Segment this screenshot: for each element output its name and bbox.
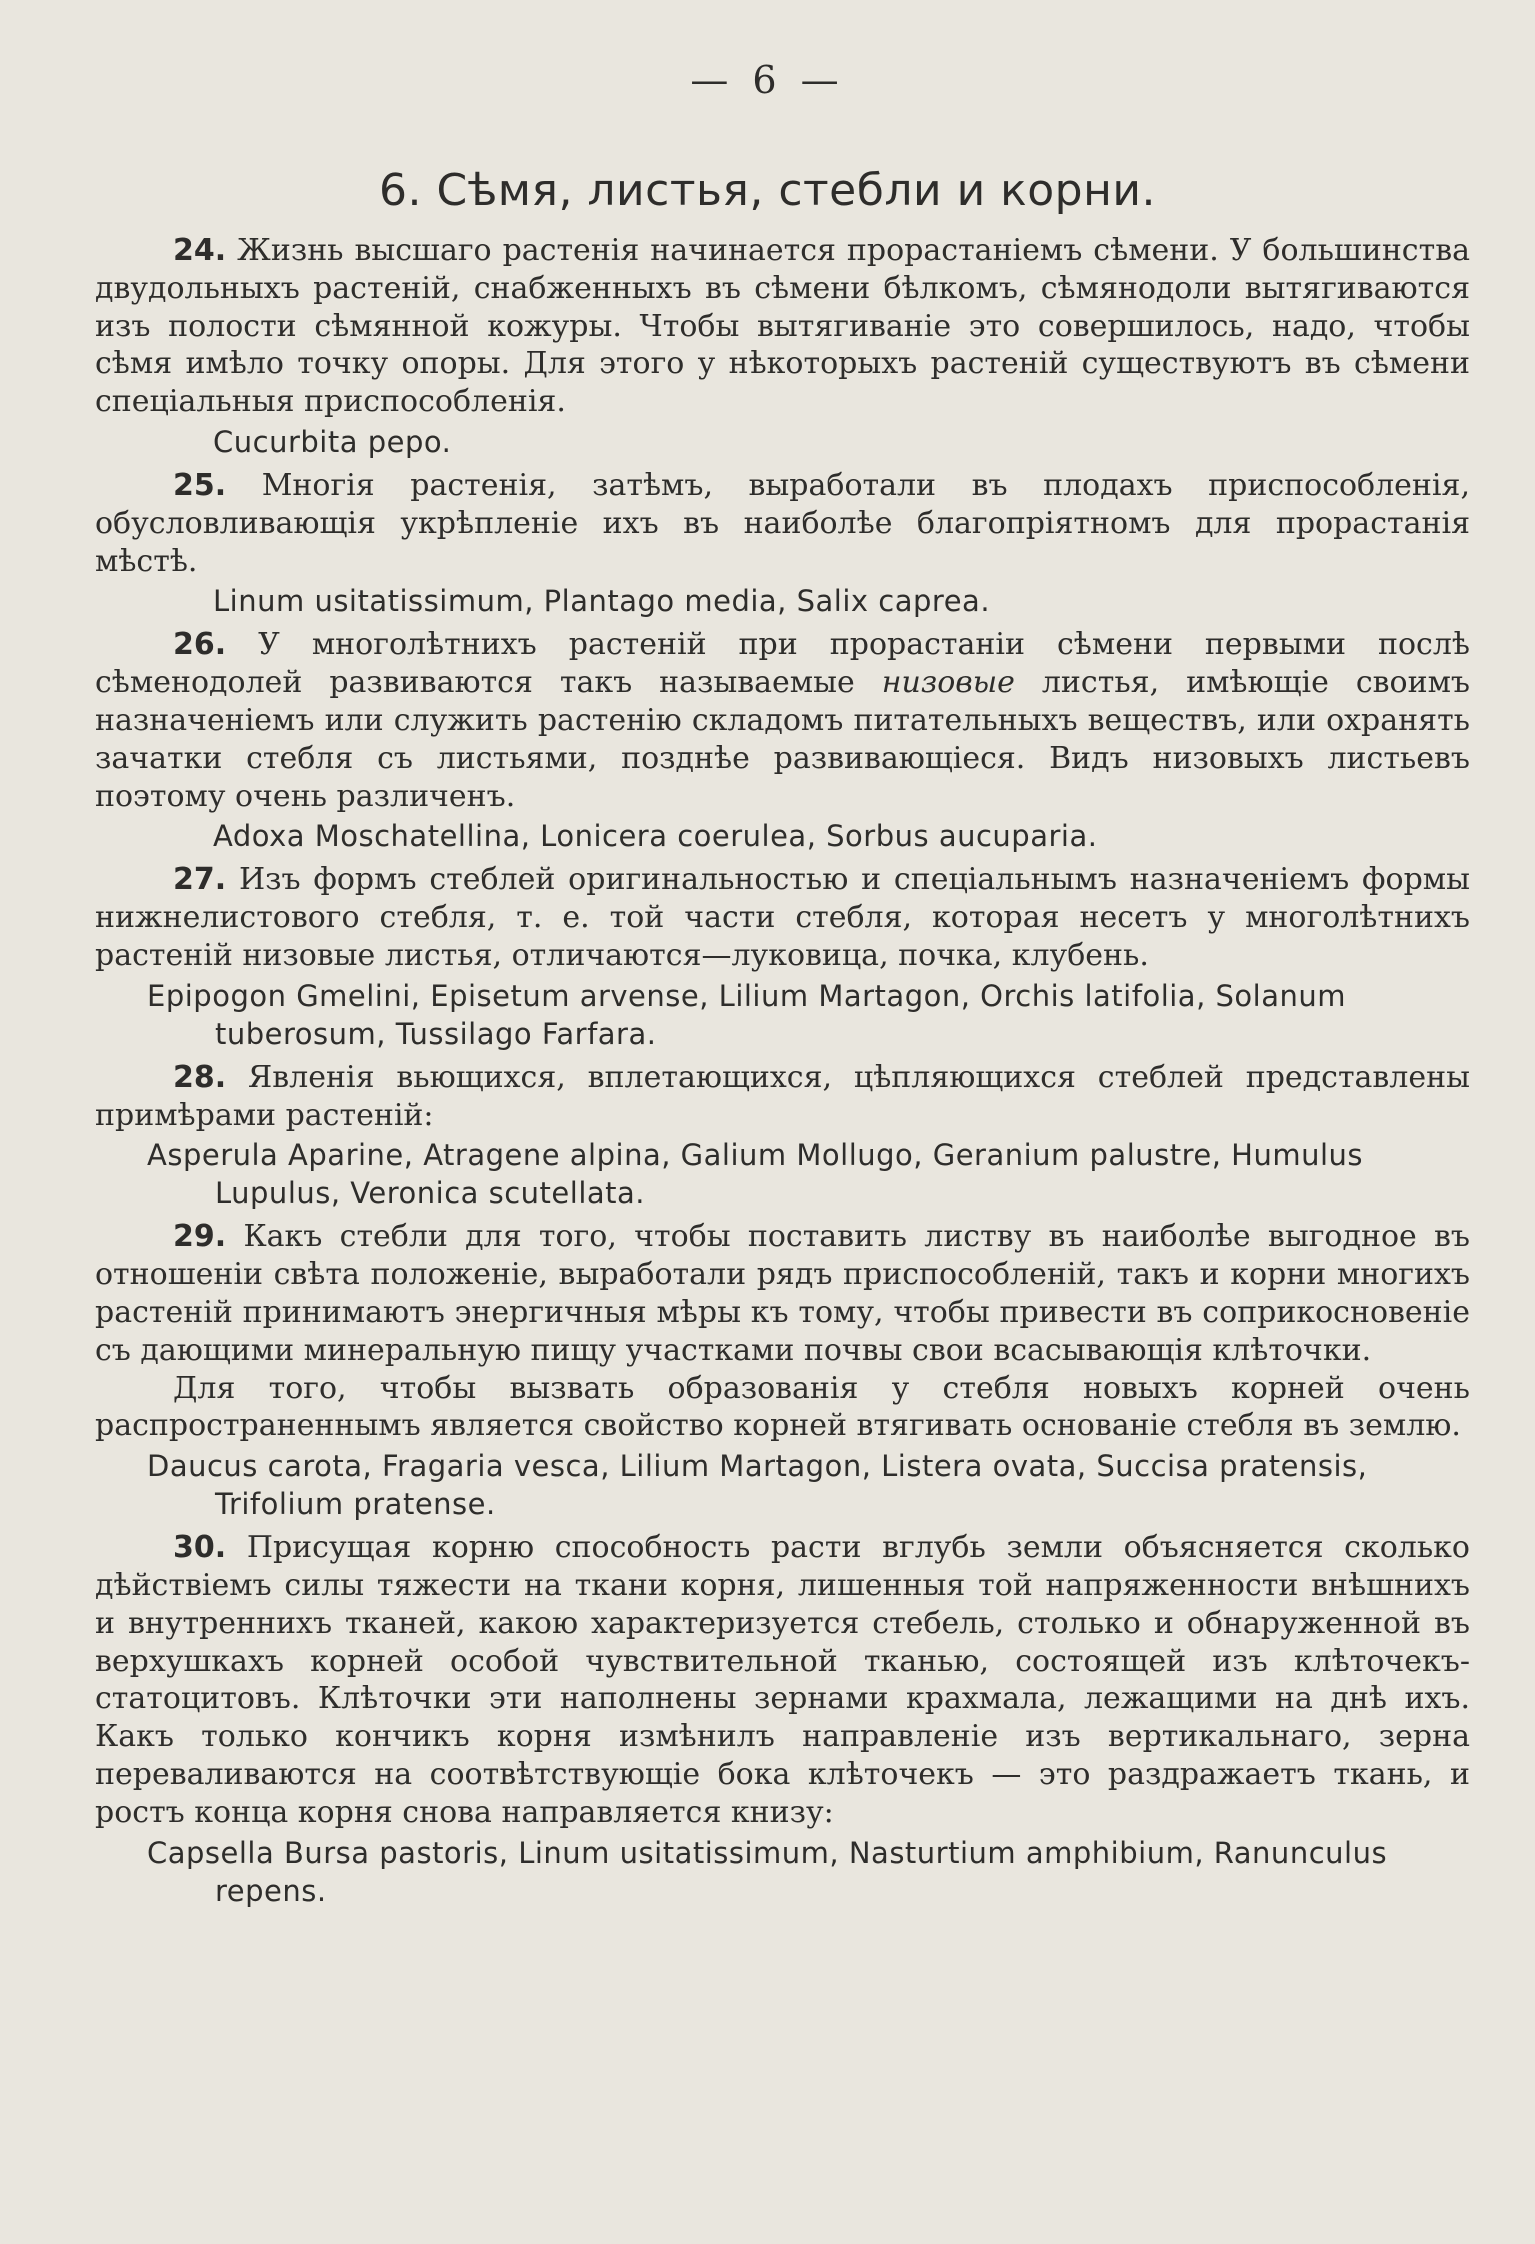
paragraph-26 (95, 626, 1470, 815)
paragraph-text: У многолѣтнихъ растеній при прорастаніи сѣмени первыми послѣ сѣменодолей развиваются такъ называемые (95, 627, 1470, 701)
paragraph-number: 25. (173, 467, 227, 503)
paragraph-number: 27. (173, 862, 227, 898)
species-examples: Linum usitatissimum, Plantago media, Salix caprea. (213, 584, 991, 619)
paragraph-text: Многія растенія, затѣмъ, выработали въ плодахъ приспособленія, обусловливающія укрѣпленіе ихъ въ наиболѣе благопріятномъ для прорастанія мѣстѣ. (95, 467, 1470, 579)
paragraph-29-continued: Для того, чтобы вызвать образованія у стебля новыхъ корней очень распространеннымъ является свойство корней втягивать основаніе стебля въ землю. (95, 1370, 1470, 1444)
paragraph-number: 24. (173, 233, 227, 268)
species-examples: Capsella Bursa pastoris, Linum usitatissimum, Nasturtium amphibium, Ranunculus repens. (147, 1835, 1388, 1908)
species-examples: Daucus carota, Fragaria vesca, Lilium Martagon, Listera ovata, Succisa pratensis, Trifolium pratense. (147, 1449, 1368, 1522)
page-number: — 6 — (690, 58, 845, 102)
paragraph-text: Явленія вьющихся, вплетающихся, цѣпляющихся стеблей представлены примѣрами растеній: (95, 1059, 1470, 1133)
paragraph-text: листья, имѣющіе своимъ назначеніемъ или служить растенію складомъ питательныхъ веществъ, или охранять зачатки стебля съ листьями, позднѣе развивающіеся. Видъ низовыхъ листьевъ поэтому очень различенъ. (95, 665, 1471, 814)
chapter-title: 6. Сѣмя, листья, стебли и корни. (379, 165, 1156, 216)
paragraph-29 (95, 1218, 1470, 1369)
species-examples: Asperula Aparine, Atragene alpina, Galium Mollugo, Geranium palustre, Humulus Lupulus, Veronica scutellata. (147, 1138, 1364, 1211)
paragraph-text: Присущая корню способность расти вглубь земли объясняется сколько дѣйствіемъ силы тяжести на ткани корня, лишенныя той напряженности внѣшнихъ и внутреннихъ тканей, какою характеризуется стебель, столько и обнаруженной въ верхушкахъ корней особой чувствительной тканью, состоящей изъ клѣточекъ-статоцитовъ. Клѣточки эти наполнены зернами крахмала, лежащими на днѣ ихъ. Какъ только кончикъ корня измѣнилъ направленіе изъ вертикальнаго, зерна переваливаются на соотвѣтствующіе бока клѣточекъ — это раздражаетъ ткань, и ростъ конца корня снова направляется книзу: (95, 1530, 1470, 1830)
emphasis-term: низовые (881, 665, 1015, 701)
paragraph-25 (95, 467, 1470, 580)
species-examples: Adoxa Moschatellina, Lonicera coerulea, Sorbus aucuparia. (213, 819, 1098, 854)
paragraph-number: 30. (173, 1530, 227, 1566)
species-examples: Cucurbita pepo. (213, 424, 452, 459)
document-body (95, 232, 1470, 1916)
paragraph-number: 29. (173, 1219, 227, 1255)
paragraph-text: Жизнь высшаго растенія начинается прорастаніемъ сѣмени. У большинства двудольныхъ растеній, снабженныхъ въ сѣмени бѣлкомъ, сѣмянодоли вытягиваются изъ полости сѣмянной кожуры. Чтобы вытягиваніе это совершилось, надо, чтобы сѣмя имѣло точку опоры. Для этого у нѣкоторыхъ растеній существуютъ въ сѣмени спеціальныя приспособленія. (95, 233, 1470, 420)
paragraph-24 (95, 232, 1470, 421)
paragraph-28 (95, 1059, 1470, 1135)
paragraph-text: Какъ стебли для того, чтобы поставить листву въ наиболѣе выгодное въ отношеніи свѣта положеніе, выработали рядъ приспособленій, такъ и корни многихъ растеній принимаютъ энергичныя мѣры къ тому, чтобы привести въ соприкосновеніе съ дающими минеральную пищу участками почвы свои всасывающія клѣточки. (95, 1219, 1470, 1368)
paragraph-number: 28. (173, 1059, 227, 1095)
paragraph-number: 26. (173, 627, 227, 663)
paragraph-27 (95, 861, 1470, 974)
paragraph-text: Изъ формъ стеблей оригинальностью и спеціальнымъ назначеніемъ формы нижнелистового стебля, т. е. той части стебля, которая несетъ у многолѣтнихъ растеній низовые листья, отличаются—луковица, почка, клубень. (95, 862, 1470, 973)
paragraph-30 (95, 1529, 1470, 1831)
species-examples: Epipogon Gmelini, Episetum arvense, Lilium Martagon, Orchis latifolia, Solanum tuberosum, Tussilago Farfara. (147, 978, 1346, 1051)
